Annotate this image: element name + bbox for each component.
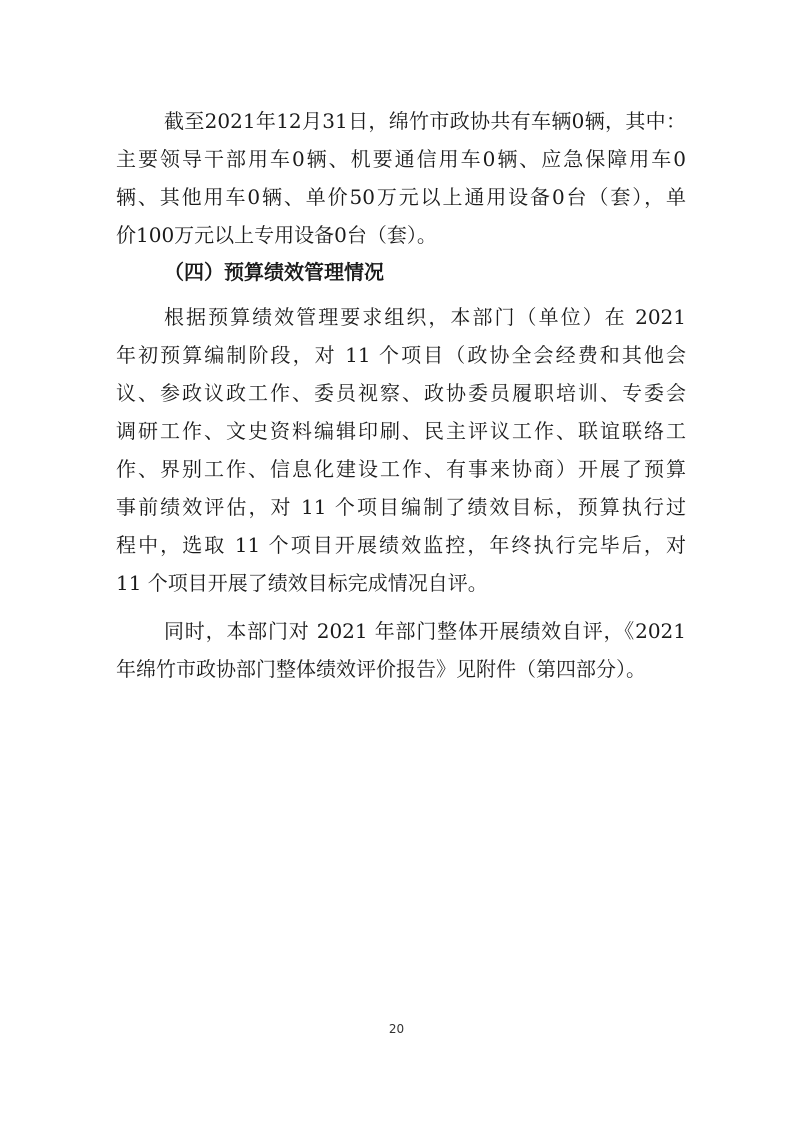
paragraph-performance-line: 年初预算编制阶段，对 11 个项目（政协全会经费和其他会 <box>116 343 686 367</box>
page-number: 20 <box>388 1022 405 1036</box>
paragraph-performance-line: 作、界别工作、信息化建设工作、有事来协商）开展了预算 <box>116 457 686 481</box>
paragraph-report-line: 同时，本部门对 2021 年部门整体开展绩效自评，《2021 <box>164 619 686 643</box>
paragraph-performance-line: 11 个项目开展了绩效目标完成情况自评。 <box>116 571 488 595</box>
paragraph-vehicles-line: 辆、其他用车0辆、单价50万元以上通用设备0台（套），单 <box>116 185 686 209</box>
section-heading: （四）预算绩效管理情况 <box>164 260 384 284</box>
paragraph-performance-line: 根据预算绩效管理要求组织，本部门（单位）在 2021 <box>164 305 686 329</box>
paragraph-vehicles-line: 主要领导干部用车0辆、机要通信用车0辆、应急保障用车0 <box>116 147 686 171</box>
paragraph-performance-line: 议、参政议政工作、委员视察、政协委员履职培训、专委会 <box>116 381 686 405</box>
paragraph-performance-line: 事前绩效评估，对 11 个项目编制了绩效目标，预算执行过 <box>116 495 686 519</box>
paragraph-report-line: 年绵竹市政协部门整体绩效评价报告》见附件（第四部分）。 <box>116 657 646 681</box>
paragraph-vehicles-line: 截至2021年12月31日，绵竹市政协共有车辆0辆，其中： <box>164 109 686 133</box>
paragraph-performance-line: 调研工作、文史资料编辑印刷、民主评议工作、联谊联络工 <box>116 419 686 443</box>
paragraph-performance-line: 程中，选取 11 个项目开展绩效监控，年终执行完毕后，对 <box>116 533 686 557</box>
paragraph-vehicles-line: 价100万元以上专用设备0台（套）。 <box>116 223 437 247</box>
